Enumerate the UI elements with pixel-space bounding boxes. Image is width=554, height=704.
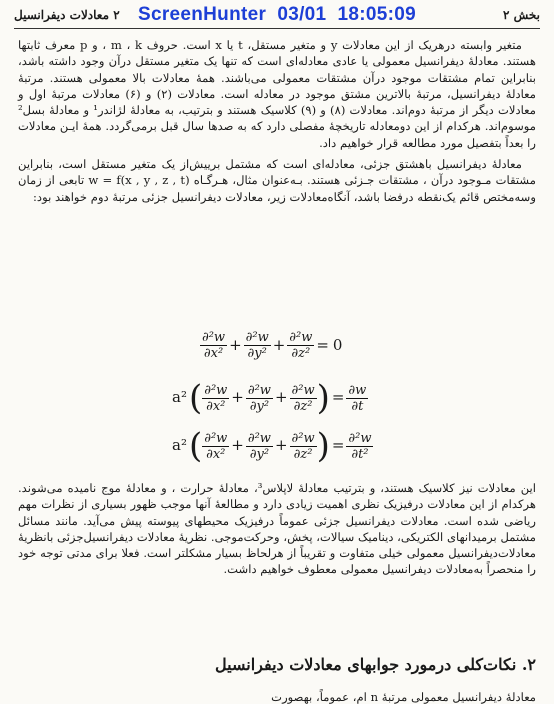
paragraph-2: معادلهٔ دیفرانسیل باهشتق جزئی، معادله‌ای است که مشتمل برییش‌از یک متغیر مستقل است، بنابراین مشتقات مـوجود درآن ، مشتقات جـزئی هستند. بـه‌عنوان مثال، هـرگـاه w = f(x , y , z , t) تابعی از زمان وسه‌مختص قائم یک‌نقطه درفضا باشد، آنگاه‌معادلات زیر، معادلات دیفرانسیل جزئی مرتبهٔ دوم خواهند بود: — [18, 157, 536, 204]
heat-equation: a²( $\frac{\text{∂²w}}{\text{∂x²}}$ + $\frac{\text{∂²w}}{\text{∂y²}}$ + $\frac{\text{∂²w}}{\text{∂z²}}$ ) = $\frac{\partial w}{\partial t}$ — [172, 378, 367, 418]
equation-coef: a² — [172, 388, 187, 406]
equation-coef: a² — [172, 436, 187, 454]
screenhunter-timestamp-overlay: ScreenHunter 03/01 18:05:09 — [137, 4, 416, 25]
header-rule — [14, 28, 540, 29]
body-text-top — [18, 37, 536, 205]
running-head-section: بخش ۲ — [502, 8, 540, 22]
equation-rhs: 0 — [332, 335, 343, 354]
paragraph-1: متغیر وابسته درهریک از این معادلات y و متغیر مستقل، t یا x است. حروف m ، k ، و p معرف ثابتها هستند. معادلهٔ دیفرانسیل معمولی یا عادی معادله‌ای است که تنها یک متغیر مستقل درآن وجود داشته باشد، بنابراین تمام مشتقات موجود درآن مشتقات معمولی می‌باشند. همهٔ معادلات بالا معمولی هستند. مرتبهٔ معادلهٔ دیفرانسیل، مرتبهٔ بالاترین مشتق موجود در معادله است. معادلات (۲) و (۶) معادلات مرتبهٔ اول و معادلات دیگر از مرتبهٔ دوم‌اند. معادلات (۸) و (۹) کلاسیک هستند و بترتیب، به معادلهٔ لژاندر¹ و معادلهٔ بسل² موسوم‌اند. هرکدام از این دومعادله تاریخچهٔ مفصلی دارد که به صدها سال قبل برمی‌گردد. همهٔ ایـن معادلات را بعداً بتفصیل مورد مطالعه قرار خواهیم داد. — [18, 38, 536, 150]
frac-term: $\frac{\text{∂²w}}{\text{∂z²}}$ — [289, 330, 313, 361]
paragraph-3: این معادلات نیز کلاسیک هستند، و بترتیب معادلهٔ لاپلاس³، معادلهٔ حرارت ، و معادلهٔ موج نامیده می‌شوند. هرکدام از این معادلات درفیزیک نظری اهمیت زیادی دارد و مطالعهٔ آنها موجب ظهور بسیاری از نظرات مهم ریاضی شده است. معادلات دیفرانسیل جزئی عموماً درفیزیک محیطهای پیوسته پیش می‌آید. مانند مسائل مشتمل برمیدانهای الکتریکی، دینامیک سیالات، پخش، وحرکت‌موجی. نظریهٔ معادلات دیفرانسیل‌جزئی بانظریهٔ معادلات‌دیفرانسیل معمولی خیلی متفاوت و تقریباً از هرلحاظ بسیار مشکلتر است. فعلا برای مدتی توجه خود را منحصراً به‌معادلات دیفرانسیل معمولی معطوف خواهیم داشت. — [18, 481, 537, 577]
section-heading: ۲. نکات‌کلی درمورد جوابهای معادلات دیفرانسیل — [215, 655, 536, 674]
cut-off-line: معادلهٔ دیفرانسیل معمولی مرتبهٔ n ام، عموماً، بهصورت — [271, 690, 536, 704]
frac-term: $\frac{\text{∂²w}}{\text{∂x²}}$ — [202, 330, 226, 361]
running-head-title: ۲ معادلات دیفرانسیل — [14, 8, 120, 22]
body-text-bottom — [18, 480, 536, 578]
wave-equation: a²( $\frac{\text{∂²w}}{\text{∂x²}}$ + $\frac{\text{∂²w}}{\text{∂y²}}$ + $\frac{\text{∂²w}}{\text{∂z²}}$ ) = $\frac{\text{∂²w}}{\text{∂t²}}$ — [172, 426, 372, 466]
frac-term: $\frac{\text{∂²w}}{\text{∂y²}}$ — [245, 330, 269, 361]
laplace-equation: $\frac{\text{∂²w}}{\text{∂x²}}$ + $\frac{\text{∂²w}}{\text{∂y²}}$ + $\frac{\text{∂²w}}{\text{∂z²}}$ = 0 — [202, 330, 343, 361]
